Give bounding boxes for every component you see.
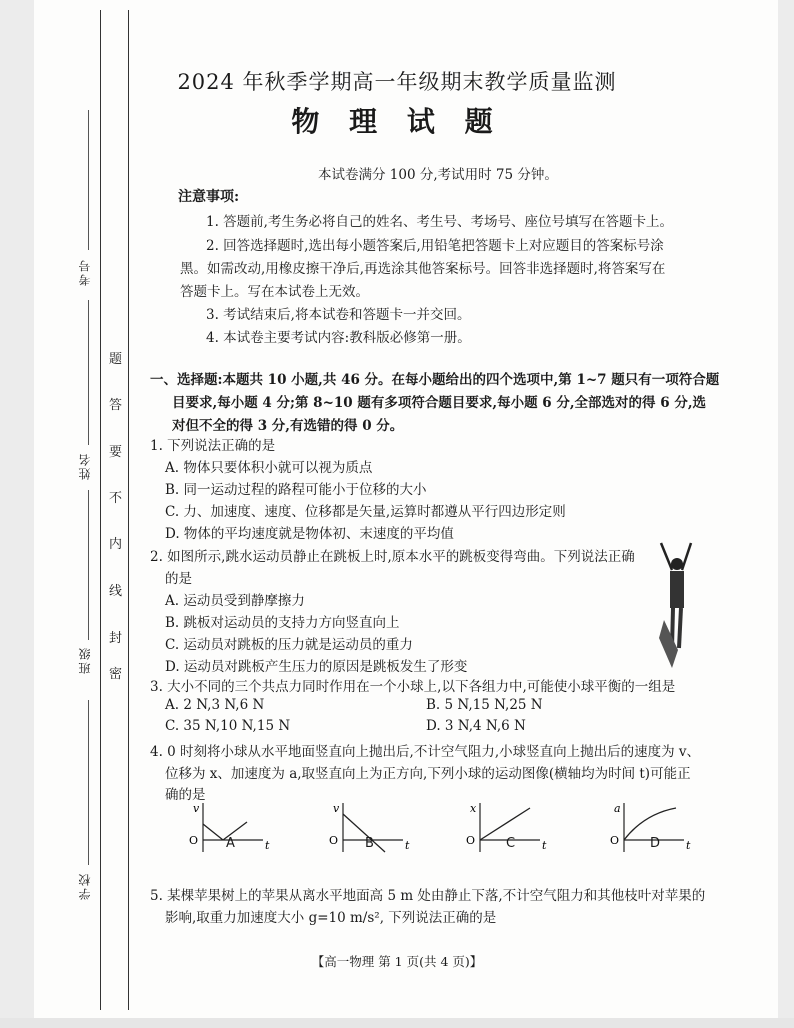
notice-line: 答题卡上。写在本试卷上无效。 — [180, 284, 369, 300]
graph-c-origin: O — [466, 834, 476, 847]
warning-char: 内 — [109, 537, 123, 552]
question-option: C. 力、加速度、速度、位移都是矢量,运算时都遵从平行四边形定则 — [165, 504, 566, 520]
graph-c-t-label: t — [542, 839, 547, 852]
exam-info: 本试卷满分 100 分,考试用时 75 分钟。 — [318, 167, 558, 183]
graph-a-t-label: t — [265, 839, 270, 852]
question-option: C. 运动员对跳板的压力就是运动员的重力 — [165, 637, 413, 653]
notice-title: 注意事项: — [178, 189, 240, 205]
field-class-label: 班级 — [78, 646, 92, 674]
question-option: B. 同一运动过程的路程可能小于位移的大小 — [165, 482, 427, 498]
notice-line: 黑。如需改动,用橡皮擦干净后,再选涂其他答案标号。回答非选择题时,将答案写在 — [180, 261, 666, 277]
notice-line: 1. 答题前,考生务必将自己的姓名、考生号、考场号、座位号填写在答题卡上。 — [206, 214, 673, 230]
question-stem: 位移为 x、加速度为 a,取竖直向上为正方向,下列小球的运动图像(横轴均为时间 t)可能正 — [165, 766, 691, 782]
warning-char: 线 — [109, 584, 123, 599]
graph-d-caption: D — [650, 836, 661, 851]
graph-c-y-label: x — [470, 802, 477, 815]
binding-line-outer — [100, 10, 101, 1010]
field-school-line — [88, 700, 89, 865]
warning-char: 答 — [109, 398, 123, 413]
graph-b-t-label: t — [405, 839, 410, 852]
notice-line: 2. 回答选择题时,选出每小题答案后,用铅笔把答题卡上对应题目的答案标号涂 — [206, 238, 664, 254]
question-option: A. 运动员受到静摩擦力 — [165, 593, 305, 609]
question-stem: 3. 大小不同的三个共点力同时作用在一个小球上,以下各组力中,可能使小球平衡的一组是 — [150, 679, 676, 695]
binding-line-inner — [128, 10, 129, 1010]
field-exam-number-label: 考号 — [78, 258, 92, 286]
question-option: A. 2 N,3 N,6 N — [165, 697, 265, 713]
graph-d-t-label: t — [686, 839, 691, 852]
graph-d-origin: O — [610, 834, 620, 847]
warning-char: 封 — [109, 631, 123, 646]
question-option: B. 5 N,15 N,25 N — [426, 697, 543, 713]
notice-line: 4. 本试卷主要考试内容:教科版必修第一册。 — [206, 330, 471, 346]
question-option: D. 物体的平均速度就是物体初、末速度的平均值 — [165, 526, 454, 542]
question-stem: 的是 — [165, 571, 192, 587]
field-name-label: 姓名 — [78, 452, 92, 480]
page-footer: 【高一物理 第 1 页(共 4 页)】 — [311, 954, 483, 969]
question-stem: 4. 0 时刻将小球从水平地面竖直向上抛出后,不计空气阻力,小球竖直向上抛出后的速度为 v、 — [150, 744, 701, 760]
exam-title: 2024 年秋季学期高一年级期末教学质量监测 — [177, 70, 617, 94]
question-option: D. 3 N,4 N,6 N — [426, 718, 526, 734]
question-option: A. 物体只要体积小就可以视为质点 — [165, 460, 373, 476]
graph-b-caption: B — [365, 836, 374, 851]
question-stem: 影响,取重力加速度大小 g=10 m/s², 下列说法正确的是 — [165, 910, 497, 926]
graph-d-y-label: a — [614, 802, 621, 815]
diver-illustration — [654, 540, 702, 670]
section-heading: 目要求,每小题 4 分;第 8~10 题有多项符合题目要求,每小题 6 分,全部选对的得 6 分,选 — [172, 395, 707, 411]
warning-char: 不 — [109, 491, 123, 506]
graph-b-y-label: v — [333, 802, 340, 815]
graph-b-origin: O — [329, 834, 339, 847]
warning-char: 要 — [109, 445, 123, 460]
question-stem: 5. 某棵苹果树上的苹果从离水平地面高 5 m 处由静止下落,不计空气阻力和其他枝叶对苹果的 — [150, 888, 706, 904]
question-option: B. 跳板对运动员的支持力方向竖直向上 — [165, 615, 400, 631]
field-class-line — [88, 490, 89, 640]
graph-a-caption: A — [226, 836, 235, 851]
question-stem: 2. 如图所示,跳水运动员静止在跳板上时,原本水平的跳板变得弯曲。下列说法正确 — [150, 549, 635, 565]
warning-char: 密 — [109, 667, 123, 682]
question-option: D. 运动员对跳板产生压力的原因是跳板发生了形变 — [165, 659, 468, 675]
question-stem: 确的是 — [165, 787, 206, 803]
graph-a-origin: O — [189, 834, 199, 847]
notice-line: 3. 考试结束后,将本试卷和答题卡一并交回。 — [206, 307, 471, 323]
question-stem: 1. 下列说法正确的是 — [150, 438, 276, 454]
field-school-label: 学校 — [78, 872, 92, 900]
section-heading: 对但不全的得 3 分,有选错的得 0 分。 — [172, 418, 404, 434]
page-bottom-edge — [0, 1018, 794, 1028]
warning-char: 题 — [109, 352, 123, 367]
subject-title: 物 理 试 题 — [291, 105, 503, 138]
graph-c-caption: C — [506, 836, 516, 851]
section-heading: 一、选择题:本题共 10 小题,共 46 分。在每小题给出的四个选项中,第 1~7 题只有一项符合题 — [150, 372, 720, 388]
graph-a-y-label: v — [193, 802, 200, 815]
field-name-line — [88, 300, 89, 445]
question-option: C. 35 N,10 N,15 N — [165, 718, 291, 734]
